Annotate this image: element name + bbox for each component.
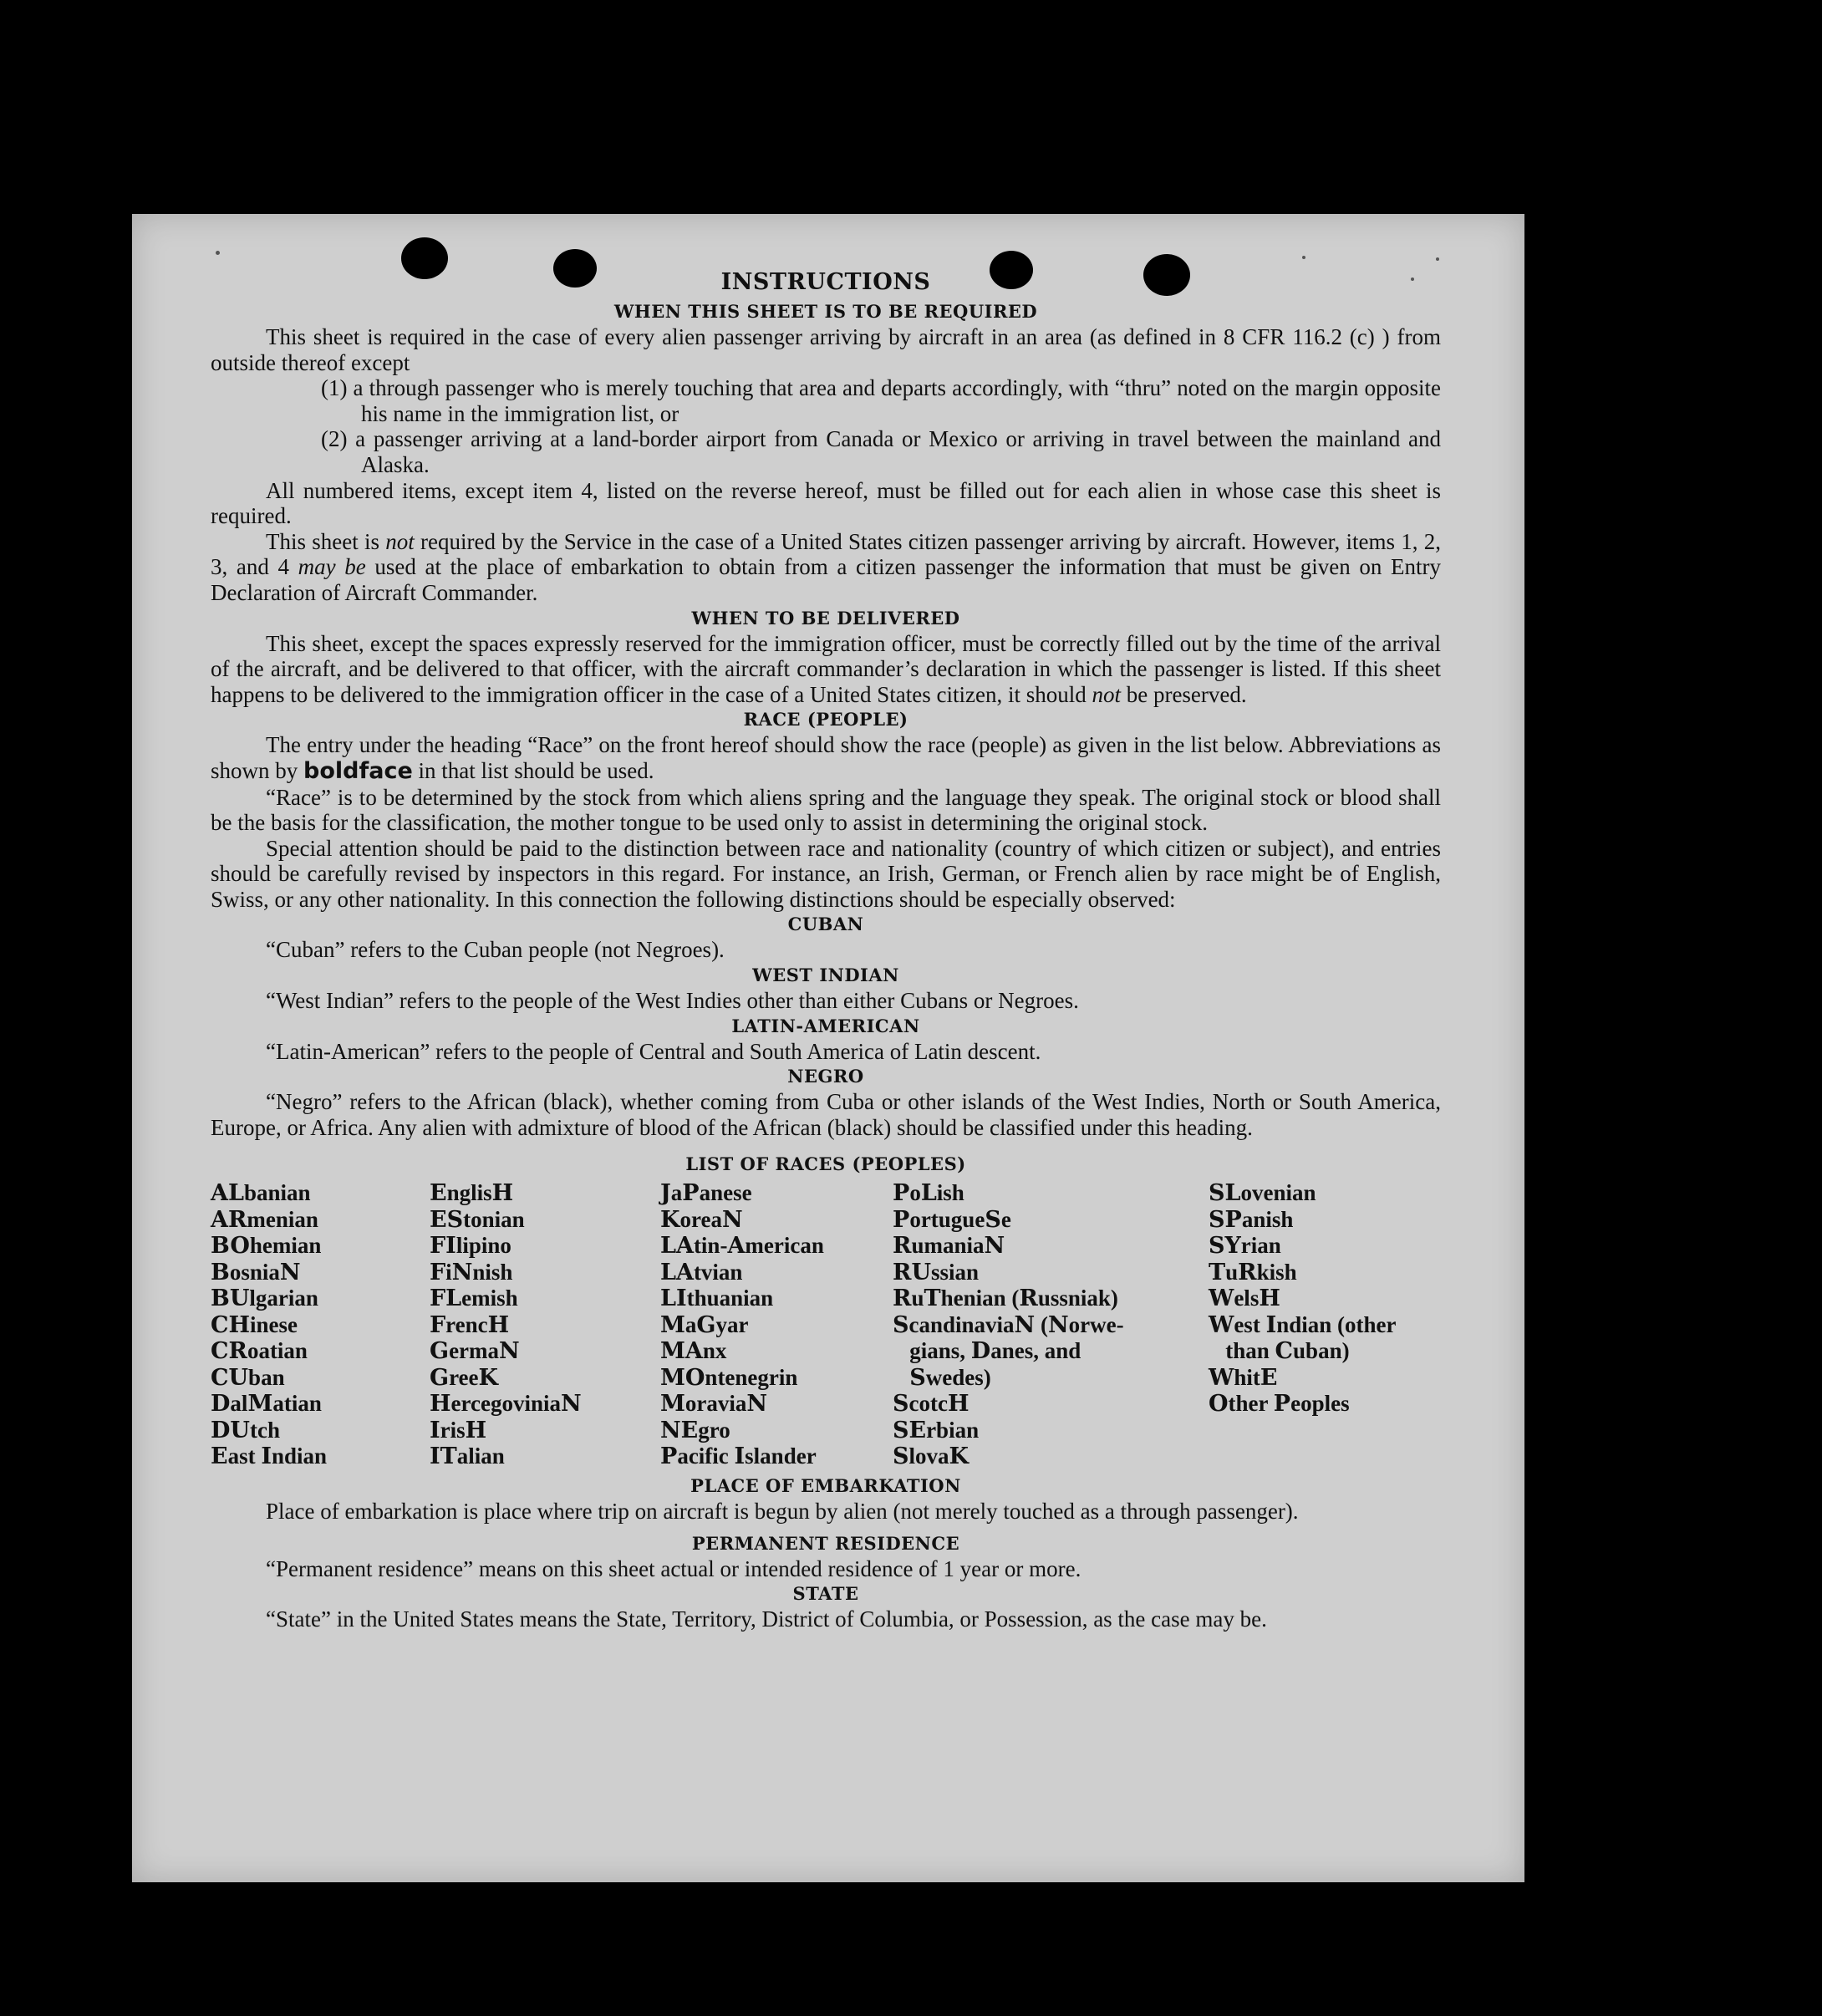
race-list-item: EnglisH — [430, 1180, 514, 1207]
race-list-item: ScandinaviaN (Norwe- — [893, 1311, 1124, 1338]
race-list-item: gians, Danes, and — [893, 1338, 1081, 1365]
race-list-item: RumaniaN — [893, 1233, 1005, 1260]
race-list-item: RuThenian (Russniak) — [893, 1285, 1118, 1312]
race-list-column — [660, 1180, 893, 1470]
race-list-item: FLemish — [430, 1285, 518, 1312]
race-list-item: DalMatian — [211, 1391, 322, 1418]
race-list-item: GreeK — [430, 1364, 498, 1391]
cuban-text: “Cuban” refers to the Cuban people (not Negroes). — [266, 937, 725, 963]
race-list-item: Pacific Islander — [660, 1443, 817, 1470]
race-list-item: ScotcH — [893, 1391, 970, 1418]
race-list-column — [893, 1180, 1209, 1470]
race-list-item: SYrian — [1209, 1233, 1281, 1260]
race-list-item: WhitE — [1209, 1364, 1278, 1391]
heading-list-of-races: LIST OF RACES (PEOPLES) — [685, 1153, 966, 1175]
race-list-item: GermaN — [430, 1338, 520, 1365]
latin-american-text: “Latin-American” refers to the people of Central and South America of Latin descent. — [266, 1038, 1041, 1064]
required-exception-2: (2) a passenger arriving at a land-border airport from Canada or Mexico or arriving in travel between the mainland and Alaska. — [321, 426, 1441, 477]
heading-negro: NEGRO — [787, 1066, 864, 1087]
west-indian-text: “West Indian” refers to the people of the West Indies other than either Cubans or Negroes. — [266, 988, 1079, 1014]
heading-when-delivered: WHEN TO BE DELIVERED — [691, 607, 960, 629]
race-list-item: DUtch — [211, 1417, 280, 1443]
race-list — [211, 1180, 1441, 1470]
race-list-item: ARmenian — [211, 1206, 318, 1233]
race-list-item: LIthuanian — [660, 1285, 774, 1312]
heading-west-indian: WEST INDIAN — [752, 965, 899, 986]
race-list-item: BosniaN — [211, 1259, 301, 1285]
race-list-item: TuRkish — [1209, 1259, 1297, 1285]
race-list-item: than Cuban) — [1209, 1338, 1350, 1365]
race-list-item: CHinese — [211, 1311, 298, 1338]
speck — [216, 251, 220, 255]
heading-state: STATE — [792, 1583, 859, 1605]
instructions-content — [211, 266, 1441, 1632]
required-paragraph-2: All numbered items, except item 4, listed on the reverse hereof, must be filled out for each alien in whose case this sheet is required. — [211, 477, 1441, 529]
race-list-column — [211, 1180, 430, 1470]
document-sheet — [132, 214, 1524, 1882]
race-list-item: LAtin-American — [660, 1233, 824, 1260]
race-list-item: MAnx — [660, 1338, 727, 1365]
race-list-item: Swedes) — [909, 1364, 991, 1391]
race-list-item: East Indian — [211, 1443, 328, 1470]
heading-race: RACE (PEOPLE) — [743, 709, 908, 731]
required-paragraph-3: This sheet is not required by the Service in the case of a United States citizen passenger arriving by aircraft. However, items 1, 2, 3, and 4 may be used at the place of embarkation to obtain from a citizen passenger the information that must be given on Entry Declaration of Aircraft Commander. — [211, 528, 1442, 605]
race-list-item: FrencH — [430, 1311, 510, 1338]
race-list-item: LAtvian — [660, 1259, 743, 1285]
race-list-item: RUssian — [893, 1259, 980, 1285]
race-list-item: MoraviaN — [660, 1391, 768, 1418]
race-list-column — [430, 1180, 660, 1470]
heading-cuban: CUBAN — [787, 914, 864, 935]
heading-when-required: WHEN THIS SHEET IS TO BE REQUIRED — [613, 301, 1038, 322]
race-list-item: SLovenian — [1209, 1180, 1316, 1207]
race-list-item: CUban — [211, 1364, 285, 1391]
race-paragraph-1: The entry under the heading “Race” on the front hereof should show the race (people) as given in the list below. Abbreviations as shown by boldface in that list should be used. — [211, 732, 1441, 784]
heading-latin-american: LATIN-AMERICAN — [731, 1015, 920, 1036]
race-list-item: IrisH — [430, 1417, 487, 1443]
race-paragraph-3: Special attention should be paid to the distinction between race and nationality (country of which citizen or subject), and entries should be carefully revised by inspectors in this regard. For instance, an Irish, German, or French alien by race might be of English, Swiss, or any other nationality. In this connection the following distinctions should be especially observed: — [211, 835, 1441, 912]
race-list-item: BOhemian — [211, 1233, 322, 1260]
race-list-item: MaGyar — [660, 1311, 749, 1338]
race-list-item: EStonian — [430, 1206, 525, 1233]
race-list-item: SlovaK — [893, 1443, 969, 1470]
residence-text: “Permanent residence” means on this sheet actual or intended residence of 1 year or more. — [266, 1555, 1081, 1581]
race-list-item: MOntenegrin — [660, 1364, 798, 1391]
document-title: INSTRUCTIONS — [720, 269, 931, 295]
race-paragraph-2: “Race” is to be determined by the stock from which aliens spring and the language they speak. The original stock or blood shall be the basis for the classification, the mother tongue to be used only to assist in determining the original stock. — [211, 784, 1441, 836]
race-list-item: FiNnish — [430, 1259, 513, 1285]
race-list-item: SErbian — [893, 1417, 980, 1443]
embarkation-text: Place of embarkation is place where trip on aircraft is begun by alien (not merely touched as a through passenger). — [266, 1498, 1299, 1524]
negro-text: “Negro” refers to the African (black), whether coming from Cuba or other islands of the West Indies, North or South America, Europe, or Africa. Any alien with admixture of blood of the African (black) should be classified under this heading. — [211, 1089, 1441, 1140]
race-list-item: KoreaN — [660, 1206, 743, 1233]
race-list-item: SPanish — [1209, 1206, 1294, 1233]
race-list-item: West Indian (other — [1209, 1311, 1397, 1338]
heading-permanent-residence: PERMANENT RESIDENCE — [691, 1532, 960, 1554]
delivered-paragraph: This sheet, except the spaces expressly reserved for the immigration officer, must be correctly filled out by the time of the arrival of the aircraft, and be delivered to that officer, with the aircraft commander’s declaration in which the passenger is listed. If this sheet happens to be delivered to the immigration officer in the case of a United States citizen, it should not be preserved. — [211, 630, 1441, 707]
race-list-item: HercegoviniaN — [430, 1391, 582, 1418]
required-exception-1: (1) a through passenger who is merely touching that area and departs accordingly, with “thru” noted on the margin opposite his name in the immigration list, or — [321, 375, 1441, 426]
race-list-item: ALbanian — [211, 1180, 311, 1207]
race-list-item: FIlipino — [430, 1233, 511, 1260]
state-text: “State” in the United States means the State, Territory, District of Columbia, or Possession, as the case may be. — [266, 1606, 1267, 1632]
race-list-item: PortugueSe — [893, 1206, 1011, 1233]
race-list-item: Other Peoples — [1209, 1391, 1350, 1418]
required-paragraph-1: This sheet is required in the case of every alien passenger arriving by aircraft in an area (as defined in 8 CFR 116.2 (c) ) from outside thereof except — [211, 324, 1441, 375]
race-list-item: BUlgarian — [211, 1285, 318, 1312]
race-list-item: WelsH — [1209, 1285, 1280, 1312]
speck — [1436, 257, 1439, 261]
race-list-column — [1209, 1180, 1441, 1470]
race-list-item: ITalian — [430, 1443, 505, 1470]
race-list-item: PoLish — [893, 1180, 964, 1207]
race-list-item: JaPanese — [660, 1180, 752, 1207]
race-list-item: CRoatian — [211, 1338, 308, 1365]
race-list-item: NEgro — [660, 1417, 730, 1443]
speck — [1302, 256, 1305, 259]
heading-embarkation: PLACE OF EMBARKATION — [690, 1474, 961, 1496]
